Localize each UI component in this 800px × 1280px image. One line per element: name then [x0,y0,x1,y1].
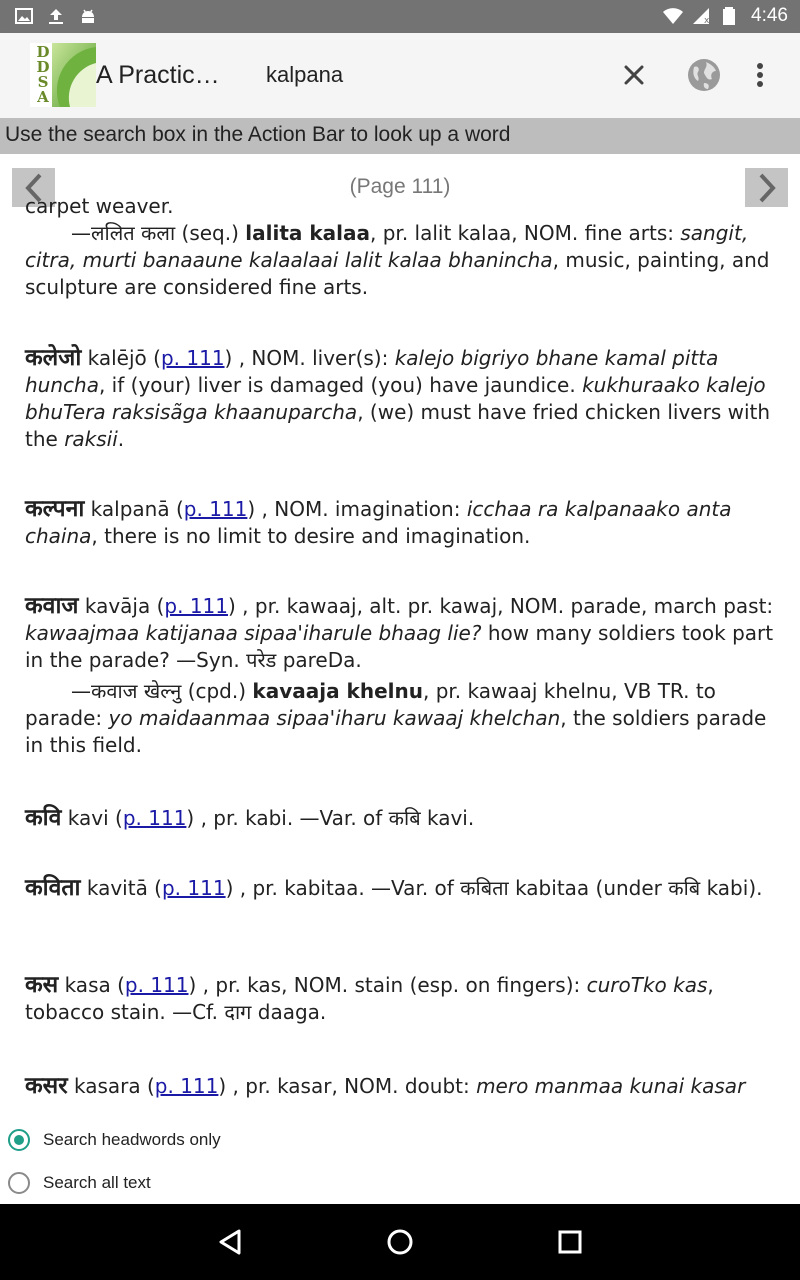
headword: कलेजो [25,345,82,371]
headword: कल्पना [25,496,85,522]
logo-letter: S [37,73,49,91]
info-text: Use the search box in the Action Bar to look up a word [5,123,511,146]
clear-search-button[interactable] [618,59,650,91]
logo-letter: D [36,58,50,76]
back-triangle-icon [217,1228,243,1256]
logo-letter: A [37,88,49,106]
entry-kavaja: कवाज kavāja (p. 111) , pr. kawaaj, alt. pr. kawaj, NOM. parade, march past: kawaajmaa katijanaa sipaa'iharule bhaag lie? how many soldiers took part in the parade? —Syn. परेड pareDa. —कवाज खेल्नु (cpd.) kavaaja khelnu, pr. kawaaj khelnu, VB TR. to parade: yo maidaanmaa sipaa'iharu kawaaj khelchan, the soldiers parade in this field. [25,593,774,757]
recents-square-icon [558,1230,582,1254]
image-notification-icon [14,6,34,26]
headword: कस [25,972,59,998]
radio-button[interactable] [8,1172,30,1194]
logo-letter: D [36,43,50,61]
entry-kasara: कसर kasara (p. 111) , pr. kasar, NOM. doubt: mero manmaa kunai kasar [25,1073,746,1099]
app-logo[interactable] [30,43,96,107]
wifi-icon [663,6,683,26]
signal-icon [691,6,711,26]
headword: कवाज [25,593,79,619]
globe-icon [686,57,722,93]
system-navigation-bar [0,1204,800,1280]
android-notification-icon [78,6,98,26]
status-bar [0,0,800,33]
entry-kalpana: कल्पना kalpanā (p. 111) , NOM. imagination: icchaa ra kalpanaako anta chaina, there is no limit to desire and imagination. [25,496,732,548]
language-button[interactable] [684,55,724,95]
app-title: A Practic… [96,61,220,89]
search-all-text-option[interactable] [8,1172,151,1194]
entry-kavi: कवि kavi (p. 111) , pr. kabi. —Var. of कबि kavi. [25,805,475,831]
page-link[interactable]: p. 111 [183,497,248,521]
back-button[interactable] [212,1224,248,1260]
entry-kalejo: कलेजो kalējō (p. 111) , NOM. liver(s): kalejo bigriyo bhane kamal pitta huncha, if (your) liver is damaged (you) have jaundice. kukhuraako kalejo bhuTera raksisãga khaanuparcha, (we) must have fried chicken livers with the raksii. [25,345,771,451]
overflow-menu-button[interactable] [745,55,775,95]
page-link[interactable]: p. 111 [154,1074,219,1098]
battery-icon [719,6,739,26]
search-input[interactable] [266,55,596,95]
headword: कवि [25,805,62,831]
page-link[interactable]: p. 111 [161,876,226,900]
status-clock: 4:46 [751,5,788,26]
headword: कविता [25,875,81,901]
dictionary-content[interactable] [0,194,800,1112]
radio-button-selected[interactable] [8,1129,30,1151]
search-headwords-option[interactable] [8,1129,221,1151]
search-option-label: Search headwords only [43,1130,221,1149]
action-bar [0,33,800,118]
page-link[interactable]: p. 111 [160,346,225,370]
entry-kavita: कविता kavitā (p. 111) , pr. kabitaa. —Var. of कबिता kabitaa (under कबि kabi). [25,875,763,901]
page-link[interactable]: p. 111 [164,594,228,618]
search-option-label: Search all text [43,1173,151,1192]
svg-text:x: x [704,16,710,26]
recents-button[interactable] [552,1224,588,1260]
home-button[interactable] [382,1224,418,1260]
page-link[interactable]: p. 111 [122,806,187,830]
entry-continuation: carpet weaver. —ललित कला (seq.) lalita kalaa, pr. lalit kalaa, NOM. fine arts: sangit, citra, murti banaaune kalaalaai lalit kalaa bhanincha, music, painting, and sculpture are considered fine arts. [25,193,785,301]
page-label: (Page 111) [349,175,451,198]
upload-notification-icon [46,6,66,26]
info-bar [0,118,800,154]
close-icon [623,64,645,86]
cut-text: carpet weaver. [25,194,174,218]
more-vert-icon [756,63,764,87]
home-circle-icon [386,1228,414,1256]
entry-kasa: कस kasa (p. 111) , pr. kas, NOM. stain (esp. on fingers): curoTko kas, tobacco stain. —Cf. दाग daaga. [25,972,714,1024]
headword: कसर [25,1073,68,1099]
page-link[interactable]: p. 111 [124,973,189,997]
